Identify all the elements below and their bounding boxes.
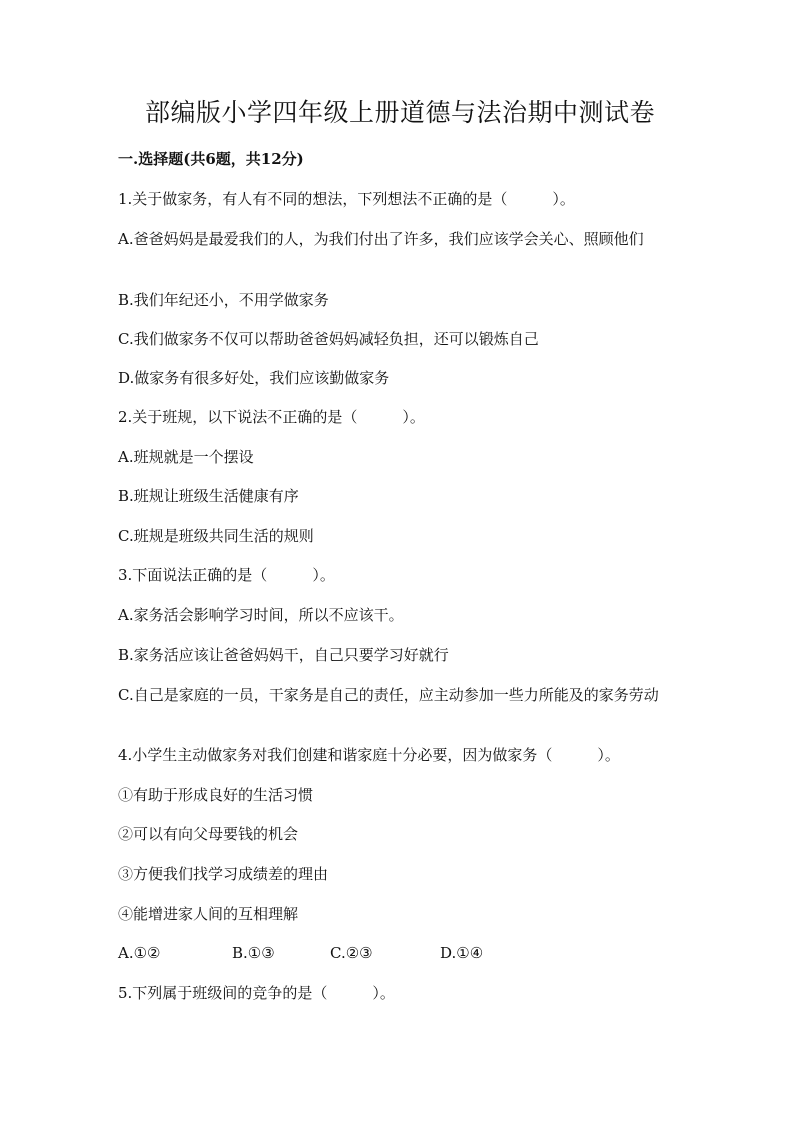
question-4-statement-1: ①有助于形成良好的生活习惯 [118,786,314,804]
question-4-option-a: A.①② [118,944,161,962]
page-title: 部编版小学四年级上册道德与法治期中测试卷 [144,98,655,127]
question-4-statement-2: ②可以有向父母要钱的机会 [118,825,299,843]
question-4-option-b: B.①③ [232,944,275,962]
question-2-stem: 2.关于班规，以下说法不正确的是（ ）。 [118,408,425,426]
question-4-option-d: D.①④ [440,944,484,962]
question-1-option-b: B.我们年纪还小，不用学做家务 [118,291,329,309]
question-1-option-c: C.我们做家务不仅可以帮助爸爸妈妈减轻负担，还可以锻炼自己 [118,330,539,348]
question-3-option-a: A.家务活会影响学习时间，所以不应该干。 [118,606,404,624]
question-1-stem: 1.关于做家务，有人有不同的想法，下列想法不正确的是（ ）。 [118,190,575,208]
section-heading: 一.选择题(共6题，共12分) [118,150,304,168]
question-4-statement-4: ④能增进家人间的互相理解 [118,905,299,923]
question-2-option-b: B.班规让班级生活健康有序 [118,487,299,505]
question-3-option-c: C.自己是家庭的一员，干家务是自己的责任，应主动参加一些力所能及的家务劳动 [118,686,659,704]
question-3-stem: 3.下面说法正确的是（ ）。 [118,566,335,584]
question-2-option-c: C.班规是班级共同生活的规则 [118,527,314,545]
question-4-statement-3: ③方便我们找学习成绩差的理由 [118,865,329,883]
question-3-option-b: B.家务活应该让爸爸妈妈干，自己只要学习好就行 [118,646,449,664]
question-2-option-a: A.班规就是一个摆设 [118,448,254,466]
question-4-option-c: C.②③ [330,944,373,962]
question-4-stem: 4.小学生主动做家务对我们创建和谐家庭十分必要，因为做家务（ ）。 [118,746,620,764]
question-5-stem: 5.下列属于班级间的竞争的是（ ）。 [118,984,395,1002]
question-1-option-d: D.做家务有很多好处，我们应该勤做家务 [118,369,390,387]
question-1-option-a: A.爸爸妈妈是最爱我们的人，为我们付出了许多，我们应该学会关心、照顾他们 [118,230,644,248]
